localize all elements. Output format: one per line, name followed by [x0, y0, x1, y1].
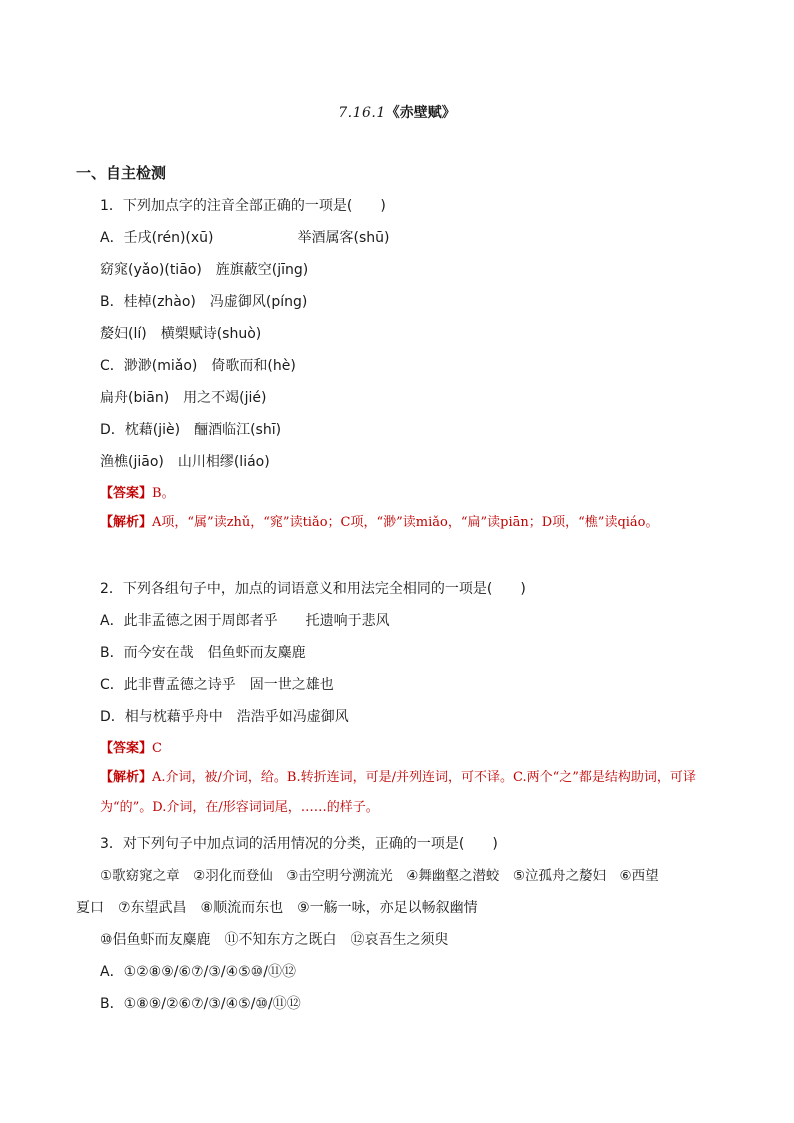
answer-value: C	[152, 741, 162, 756]
q1-option-line: 扁舟(biān) 用之不竭(jié)	[100, 390, 267, 406]
q1-option-line: 嫠妇(lí) 横槊赋诗(shuò)	[100, 326, 262, 342]
q2-answer	[100, 740, 162, 758]
answer-value: B。	[152, 486, 175, 501]
q2-stem: 2．下列各组句子中，加点的词语意义和用法完全相同的一项是( )	[100, 581, 526, 597]
q1-option-line: 窈窕(yǎo)(tiāo) 旌旗蔽空(jīng)	[100, 262, 309, 278]
analysis-tag: 【解析】	[100, 515, 153, 530]
q1-answer	[100, 485, 175, 503]
q3-sentence-line: ⑩侣鱼虾而友麋鹿 ⑪不知东方之既白 ⑫哀吾生之须臾	[100, 932, 449, 948]
answer-tag: 【答案】	[100, 741, 153, 756]
q2-analysis	[100, 763, 720, 823]
q3-option-line: A．①②⑧⑨/⑥⑦/③/④⑤⑩/⑪⑫	[100, 964, 296, 980]
answer-tag: 【答案】	[100, 486, 153, 501]
q3-sentence-line: ①歌窈窕之章 ②羽化而登仙 ③击空明兮溯流光 ④舞幽壑之潜蛟 ⑤泣孤舟之嫠妇 ⑥西望	[100, 868, 659, 884]
q2-option-line: C．此非曹孟德之诗乎 固一世之雄也	[100, 677, 334, 693]
q1-stem: 1．下列加点字的注音全部正确的一项是( )	[100, 198, 386, 214]
q1-option-line: D．枕藉(jiè) 酾酒临江(shī)	[100, 422, 282, 438]
analysis-text: A项，“属”读zhǔ，“窕”读tiǎo；C项，“渺”读miǎo，“扁”读piān；D项，“樵”读qiáo。	[152, 515, 659, 530]
q2-option-line: B．而今安在哉 侣鱼虾而友麋鹿	[100, 645, 306, 661]
analysis-tag: 【解析】	[100, 770, 153, 785]
q3-option-line: B．①⑧⑨/②⑥⑦/③/④⑤/⑩/⑪⑫	[100, 996, 301, 1012]
q1-option-line: 渔樵(jiāo) 山川相缪(liáo)	[100, 454, 270, 470]
analysis-text: A.介词，被/介词，给。B.转折连词，可是/并列连词，可不译。C.两个“之”都是结构助词，可译为“的”。D.介词，在/形容词词尾，……的样子。	[100, 770, 696, 815]
q2-option-line: A．此非孟德之困于周郎者乎 托遗响于悲风	[100, 613, 390, 629]
q1-option-line: B．桂棹(zhào) 冯虚御风(píng)	[100, 294, 308, 310]
lesson-number: 7.16.1	[338, 105, 386, 121]
q2-option-line: D．相与枕藉乎舟中 浩浩乎如冯虚御风	[100, 709, 349, 725]
section-heading: 一、自主检测	[76, 164, 167, 182]
q3-stem: 3．对下列句子中加点词的活用情况的分类，正确的一项是( )	[100, 836, 498, 852]
q1-option-line: C．渺渺(miǎo) 倚歌而和(hè)	[100, 358, 296, 374]
q1-option-line: A．壬戌(rén)(xū) 举酒属客(shū)	[100, 230, 390, 246]
lesson-title: 《赤壁赋》	[385, 105, 456, 121]
document-title	[0, 102, 794, 122]
q3-sentence-line: 夏口 ⑦东望武昌 ⑧顺流而东也 ⑨一觞一咏，亦足以畅叙幽情	[76, 900, 478, 916]
q1-analysis	[100, 508, 720, 538]
